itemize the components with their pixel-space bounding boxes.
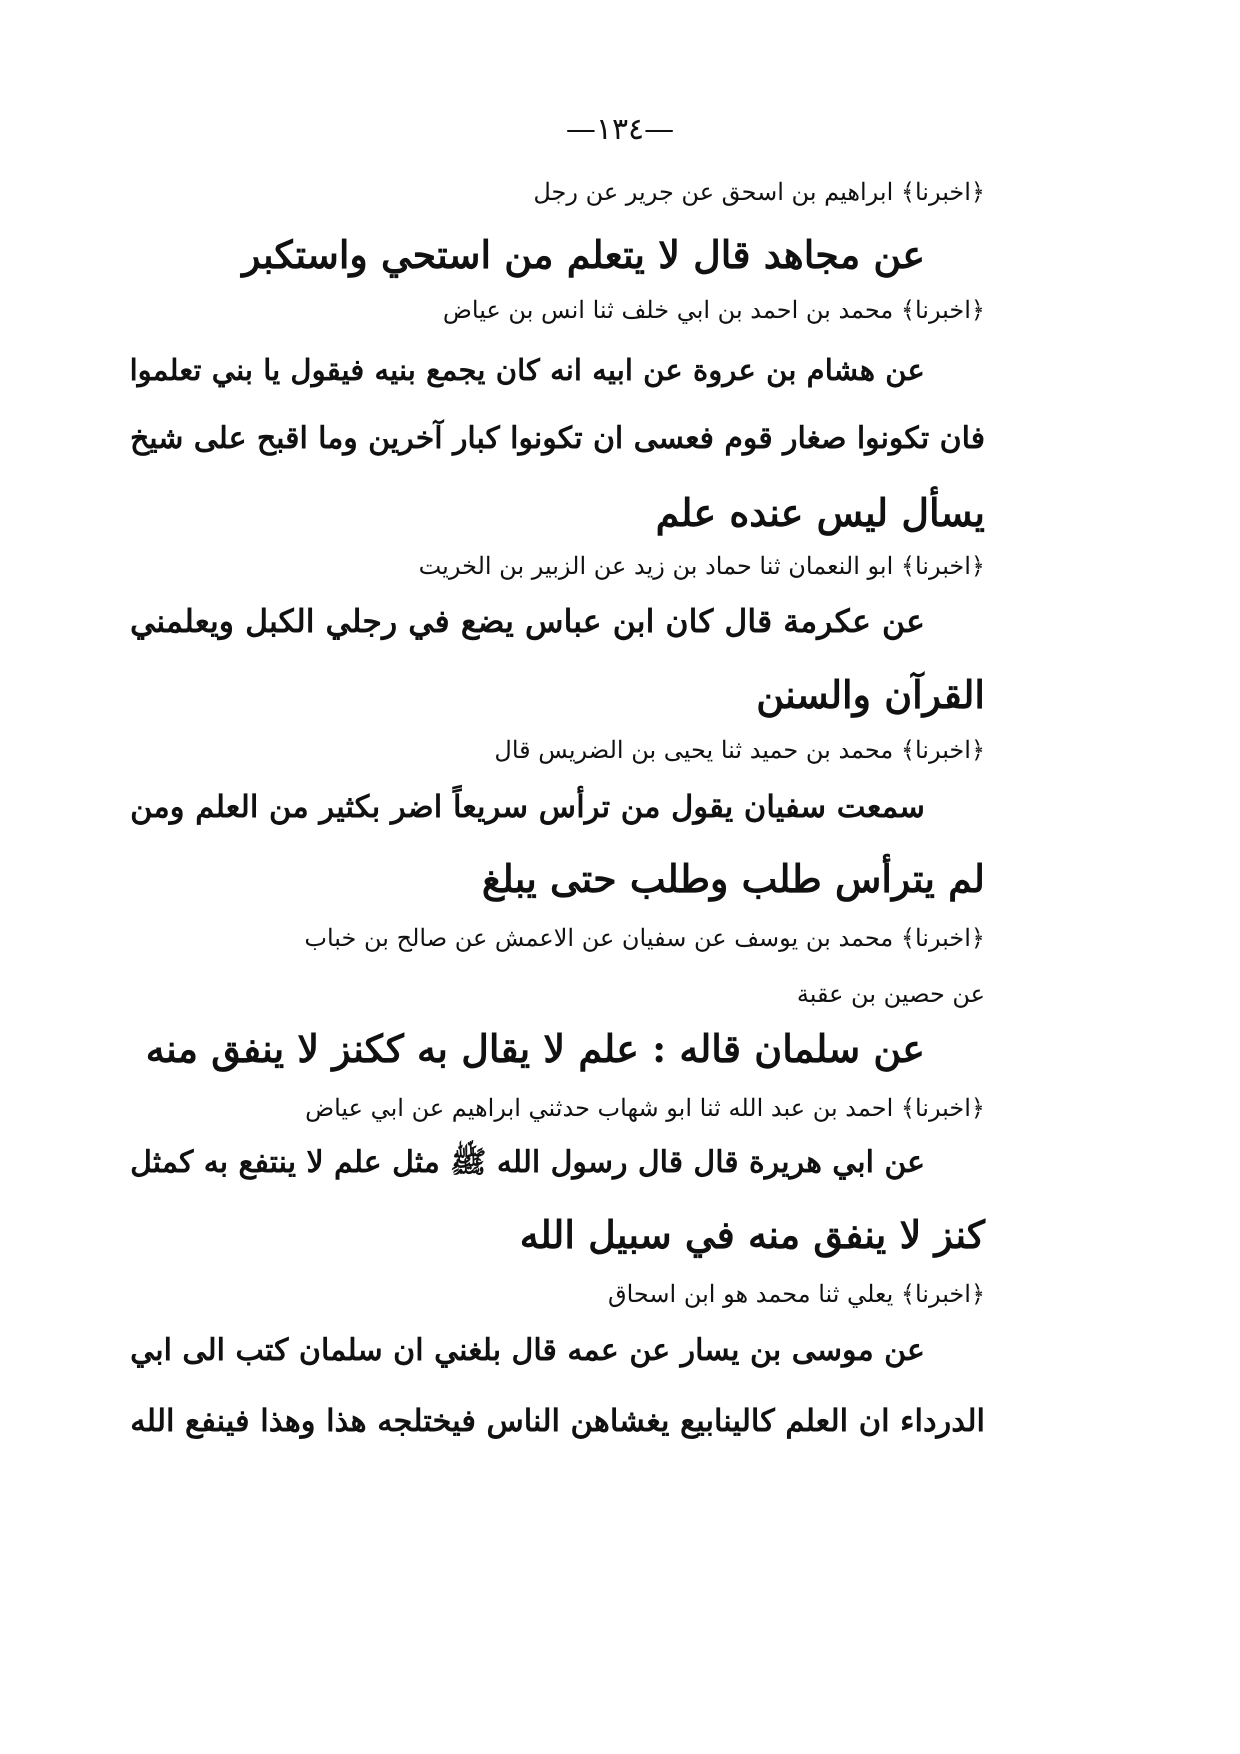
matn-line-10: عن ابي هريرة قال قال رسول الله ﷺ مثل علم لا ينتفع به كمثل bbox=[130, 1145, 925, 1180]
matn-line-12: عن موسى بن يسار عن عمه قال بلغني ان سلمان كتب الى ابي bbox=[130, 1333, 925, 1368]
matn-line-3: فان تكونوا صغار قوم فعسى ان تكونوا كبار آخرين وما اقبح على شيخ bbox=[129, 421, 985, 456]
matn-line-1: عن مجاهد قال لا يتعلم من استحي واستكبر bbox=[242, 232, 925, 277]
isnad-line-3: ﴿اخبرنا﴾ ابو النعمان ثنا حماد بن زيد عن الزبير بن الخريت bbox=[418, 552, 985, 580]
matn-line-6: القرآن والسنن bbox=[756, 672, 985, 717]
isnad-line-8: ﴿اخبرنا﴾ يعلي ثنا محمد هو ابن اسحاق bbox=[607, 1280, 985, 1308]
matn-line-4: يسأل ليس عنده علم bbox=[655, 490, 985, 535]
matn-line-2: عن هشام بن عروة عن ابيه انه كان يجمع بنيه فيقول يا بني تعلموا bbox=[129, 353, 925, 387]
isnad-line-6: عن حصين بن عقبة bbox=[796, 980, 985, 1008]
isnad-line-1: ﴿اخبرنا﴾ ابراهيم بن اسحق عن جرير عن رجل bbox=[533, 178, 985, 206]
matn-line-5: عن عكرمة قال كان ابن عباس يضع في رجلي الكبل ويعلمني bbox=[129, 603, 925, 640]
isnad-line-5: ﴿اخبرنا﴾ محمد بن يوسف عن سفيان عن الاعمش عن صالح بن خباب bbox=[304, 924, 985, 952]
matn-line-11: كنز لا ينفق منه في سبيل الله bbox=[519, 1212, 985, 1257]
matn-line-7: سمعت سفيان يقول من ترأس سريعاً اضر بكثير من العلم ومن bbox=[130, 789, 925, 825]
isnad-line-2: ﴿اخبرنا﴾ محمد بن احمد بن ابي خلف ثنا انس بن عياض bbox=[442, 296, 985, 324]
matn-line-9: عن سلمان قاله : علم لا يقال به ككنز لا ينفق منه bbox=[145, 1026, 925, 1071]
matn-line-8: لم يترأس طلب وطلب حتى يبلغ bbox=[481, 856, 985, 901]
matn-line-13: الدرداء ان العلم كالينابيع يغشاهن الناس فيختلجه هذا وهذا فينفع الله bbox=[130, 1403, 985, 1439]
page-number: —١٣٤— bbox=[565, 112, 675, 147]
isnad-line-4: ﴿اخبرنا﴾ محمد بن حميد ثنا يحيى بن الضريس قال bbox=[494, 736, 985, 764]
isnad-line-7: ﴿اخبرنا﴾ احمد بن عبد الله ثنا ابو شهاب حدثني ابراهيم عن ابي عياض bbox=[305, 1094, 985, 1122]
